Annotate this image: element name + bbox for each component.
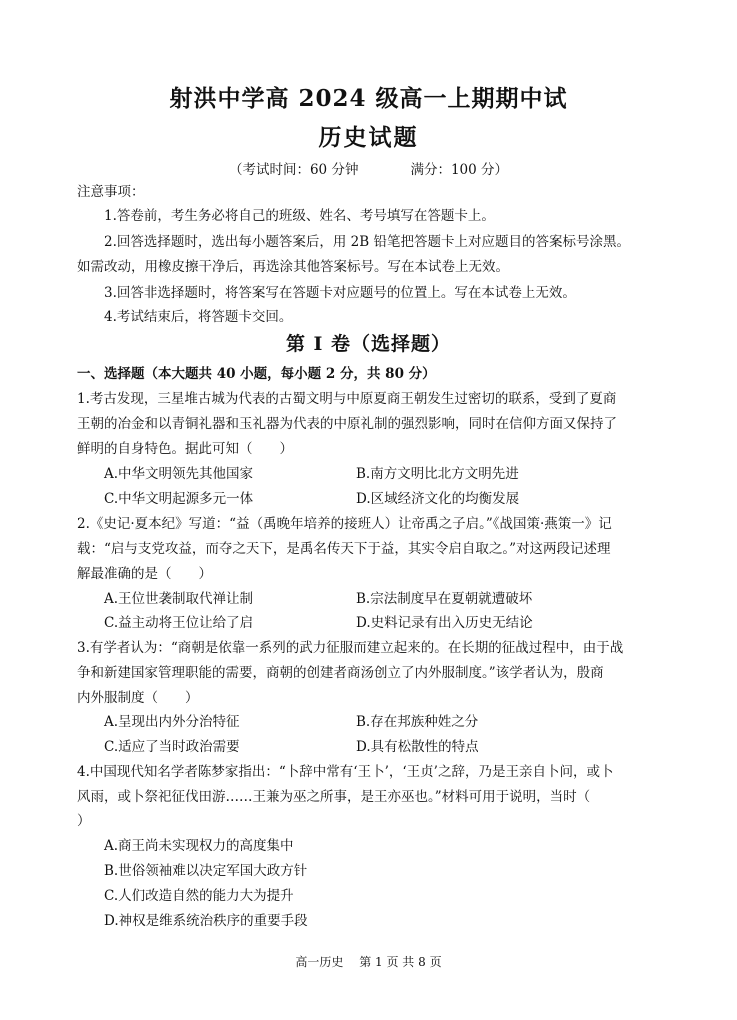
q1-stem-line-3: 鲜明的自身特色。据此可知（ ） [77, 441, 293, 457]
q3-stem-line-2: 争和新建国家管理职能的需要，商朝的创建者商汤创立了内外服制度。”该学者认为，殷商 [77, 665, 604, 681]
q3-option-a: A.呈现出内外分治特征 [104, 714, 240, 730]
q3-stem-line-3: 内外服制度（ ） [77, 690, 199, 706]
note-2-cont: 如需改动，用橡皮擦干净后，再选涂其他答案标号。写在本试卷上无效。 [77, 259, 509, 275]
q3-option-d: D.具有松散性的特点 [356, 739, 479, 755]
q2-stem-line-3: 解最准确的是（ ） [77, 566, 212, 582]
q1-stem-line-1: 1.考古发现，三星堆古城为代表的古蜀文明与中原夏商王朝发生过密切的联系，受到了夏商 [77, 391, 617, 407]
note-3: 3.回答非选择题时，将答案写在答题卡对应题号的位置上。写在本试卷上无效。 [104, 285, 576, 301]
q2-option-c: C.益主动将王位让给了启 [104, 615, 254, 631]
q1-option-c: C.中华文明起源多元一体 [104, 491, 254, 507]
q1-option-a: A.中华文明领先其他国家 [104, 466, 254, 482]
q2-option-b: B.宗法制度早在夏朝就遭破坏 [356, 591, 533, 607]
exam-time: （考试时间：60 分钟 [228, 162, 359, 178]
q4-option-d: D.神权是维系统治秩序的重要手段 [104, 913, 308, 929]
q2-stem-line-1: 2.《史记·夏本纪》写道：“益（禹晚年培养的接班人）让帝禹之子启。”《战国策·燕策一》记 [77, 516, 612, 532]
note-2: 2.回答选择题时，选出每小题答案后，用 2B 铅笔把答题卡上对应题目的答案标号涂黑。 [104, 234, 630, 250]
q4-option-a: A.商王尚未实现权力的高度集中 [104, 838, 294, 854]
q4-option-b: B.世俗领袖难以决定军国大政方针 [104, 863, 308, 879]
exam-meta [0, 158, 737, 178]
q2-option-d: D.史料记录有出入历史无结论 [356, 615, 533, 631]
q4-stem-line-1: 4.中国现代知名学者陈梦家指出：“卜辞中常有‘王卜’，‘王贞’之辞，乃是王亲自卜问，或卜 [77, 764, 614, 780]
page-footer: 高一历史 第 1 页 共 8 页 [295, 955, 442, 969]
exam-title: 射洪中学高 2024 级高一上期期中试 [169, 85, 568, 112]
q1-option-d: D.区域经济文化的均衡发展 [356, 491, 520, 507]
notes-heading: 注意事项： [77, 184, 145, 200]
q3-stem-line-1: 3.有学者认为：“商朝是依靠一系列的武力征服而建立起来的。在长期的征战过程中，由于战 [77, 640, 624, 656]
full-score: 满分：100 分） [410, 162, 509, 178]
q1-stem-line-2: 王朝的冶金和以青铜礼器和玉礼器为代表的中原礼制的强烈影响，同时在信仰方面又保持了 [77, 416, 617, 432]
section-title: 第 I 卷（选择题） [285, 333, 452, 355]
q2-option-a: A.王位世袭制取代禅让制 [104, 591, 254, 607]
q3-option-b: B.存在邦族种姓之分 [356, 714, 479, 730]
subject-title: 历史试题 [318, 124, 419, 151]
q1-option-b: B.南方文明比北方文明先进 [356, 466, 519, 482]
note-4: 4.考试结束后，将答题卡交回。 [104, 309, 293, 325]
q4-stem-line-3: ） [77, 813, 91, 829]
section-instruction: 一、选择题（本大题共 40 小题，每小题 2 分，共 80 分） [77, 366, 436, 382]
q4-stem-line-2: 风雨，或卜祭祀征伐田游……王兼为巫之所事，是王亦巫也。”材料可用于说明，当时（ [77, 789, 591, 805]
q3-option-c: C.适应了当时政治需要 [104, 739, 240, 755]
q4-option-c: C.人们改造自然的能力大为提升 [104, 888, 294, 904]
q2-stem-line-2: 载：“启与支党攻益，而夺之天下，是禹名传天下于益，其实令启自取之。”对这两段记述理 [77, 541, 611, 557]
note-1: 1.答卷前，考生务必将自己的班级、姓名、考号填写在答题卡上。 [104, 208, 495, 224]
